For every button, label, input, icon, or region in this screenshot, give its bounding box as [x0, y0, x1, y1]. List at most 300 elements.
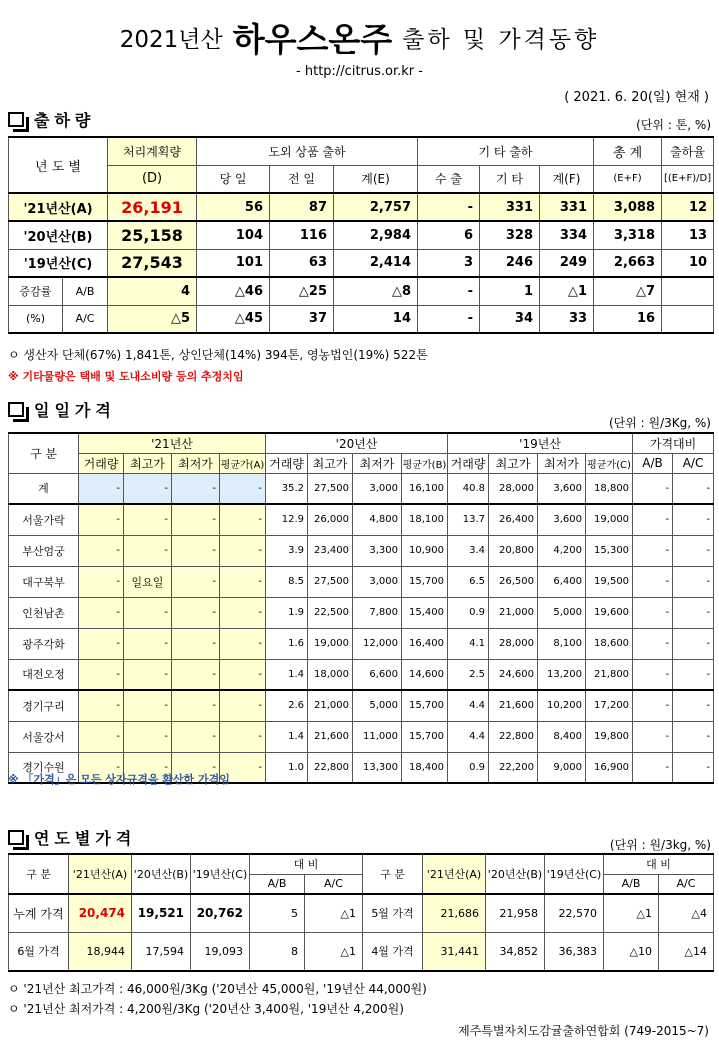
market-name: 광주각화 — [9, 628, 79, 659]
c-avg: 19,000 — [586, 504, 633, 535]
a-max: - — [124, 659, 172, 690]
c-volume: 0.9 — [448, 752, 489, 783]
rate-value: 12 — [662, 193, 714, 221]
right-ac-value: △14 — [659, 932, 714, 971]
export-value: 6 — [418, 221, 480, 249]
sum-f-value: 331 — [540, 193, 594, 221]
c-avg: 19,600 — [586, 597, 633, 628]
yearly-row-2 — [9, 932, 714, 971]
c-avg: 21,800 — [586, 659, 633, 690]
header-2019: '19년산(C) — [191, 854, 250, 894]
b-min: 7,800 — [353, 597, 402, 628]
b-min: 13,300 — [353, 752, 402, 783]
b-avg: 16,400 — [402, 628, 448, 659]
b-min: 3,300 — [353, 535, 402, 566]
header-2021: '21년산(A) — [423, 854, 486, 894]
yearly-row-1 — [9, 894, 714, 932]
today-value: 104 — [197, 221, 270, 249]
shipment-note-estimate: ※ 기타물량은 택배 및 도내소비량 등의 추정치임 — [8, 370, 244, 383]
c-max: 22,800 — [489, 721, 538, 752]
export-change: - — [418, 277, 480, 305]
a-avg: - — [220, 504, 266, 535]
change-code: A/B — [63, 277, 108, 305]
b-volume: 1.4 — [266, 659, 308, 690]
total-change: 16 — [594, 305, 662, 333]
ab-ratio: - — [633, 690, 673, 721]
a-min: - — [172, 535, 220, 566]
yearly-note-max: ㅇ '21년산 최고가격 : 46,000원/3Kg ('20년산 45,000원, '19년산 44,000원) — [8, 982, 427, 996]
right-c-value: 22,570 — [545, 894, 604, 932]
yearly-section-title: 연도별가격 — [34, 829, 137, 848]
c-volume: 13.7 — [448, 504, 489, 535]
header-ac: A/C — [673, 453, 714, 473]
a-max: - — [124, 473, 172, 504]
header-max: 최고가 — [489, 453, 538, 473]
market-name: 부산엄궁 — [9, 535, 79, 566]
left-ab-value: 8 — [250, 932, 305, 971]
right-row-name: 4월 가격 — [363, 932, 423, 971]
rate-change — [662, 305, 714, 333]
c-max: 28,000 — [489, 473, 538, 504]
title-product: 하우스온주 — [232, 20, 393, 59]
shipment-note-producers: ㅇ 생산자 단체(67%) 1,841톤, 상인단체(14%) 394톤, 영농법인(19%) 522톤 — [8, 348, 428, 362]
ac-ratio: - — [673, 659, 714, 690]
header-min: 최저가 — [172, 453, 220, 473]
b-volume: 35.2 — [266, 473, 308, 504]
daily-unit: (단위 : 원/3Kg, %) — [608, 416, 711, 430]
left-ac-value: △1 — [305, 894, 363, 932]
sum-e-change: △8 — [334, 277, 418, 305]
plan-change: △5 — [108, 305, 197, 333]
rate-change — [662, 277, 714, 305]
daily-row — [9, 504, 714, 535]
left-ac-value: △1 — [305, 932, 363, 971]
left-a-value: 18,944 — [69, 932, 132, 971]
yearly-section-header — [8, 826, 136, 849]
today-value: 101 — [197, 249, 270, 277]
c-volume: 2.5 — [448, 659, 489, 690]
header-ab: A/B — [604, 874, 659, 894]
a-max: - — [124, 690, 172, 721]
etc-value: 246 — [480, 249, 540, 277]
b-avg: 15,700 — [402, 566, 448, 597]
b-volume: 1.9 — [266, 597, 308, 628]
daily-row — [9, 721, 714, 752]
plan-value: 25,158 — [108, 221, 197, 249]
b-avg: 18,100 — [402, 504, 448, 535]
a-max: - — [124, 721, 172, 752]
c-avg: 18,800 — [586, 473, 633, 504]
header-total-code: (E+F) — [594, 165, 662, 193]
b-min: 11,000 — [353, 721, 402, 752]
header-gubun: 구 분 — [9, 854, 69, 894]
etc-change: 34 — [480, 305, 540, 333]
source-url[interactable]: - http://citrus.or.kr - — [296, 64, 423, 79]
b-max: 22,500 — [308, 597, 353, 628]
c-min: 3,600 — [538, 504, 586, 535]
header-2019: '19년산 — [448, 433, 633, 453]
ac-ratio: - — [673, 566, 714, 597]
prev-change: △25 — [270, 277, 334, 305]
market-name: 대구북부 — [9, 566, 79, 597]
b-max: 18,000 — [308, 659, 353, 690]
b-volume: 2.6 — [266, 690, 308, 721]
a-max: - — [124, 752, 172, 783]
ac-ratio: - — [673, 628, 714, 659]
a-max: - — [124, 597, 172, 628]
shipment-row-2021 — [9, 193, 714, 221]
header-domestic: 도외 상품 출하 — [197, 137, 418, 165]
c-volume: 4.1 — [448, 628, 489, 659]
b-volume: 3.9 — [266, 535, 308, 566]
daily-row — [9, 690, 714, 721]
c-volume: 3.4 — [448, 535, 489, 566]
b-max: 23,400 — [308, 535, 353, 566]
a-min: - — [172, 504, 220, 535]
yearly-note-min: ㅇ '21년산 최저가격 : 4,200원/3Kg ('20년산 3,400원, '19년산 4,200원) — [8, 1002, 404, 1016]
market-name: 서울가락 — [9, 504, 79, 535]
left-row-name: 누계 가격 — [9, 894, 69, 932]
c-max: 21,600 — [489, 690, 538, 721]
c-volume: 4.4 — [448, 721, 489, 752]
today-change: △45 — [197, 305, 270, 333]
shipment-row-2019 — [9, 249, 714, 277]
header-max: 최고가 — [124, 453, 172, 473]
header-rate: 출하율 — [662, 137, 714, 165]
etc-value: 328 — [480, 221, 540, 249]
daily-price-table — [8, 432, 714, 784]
b-max: 21,600 — [308, 721, 353, 752]
c-volume: 4.4 — [448, 690, 489, 721]
header-export: 수 출 — [418, 165, 480, 193]
shipment-unit: (단위 : 톤, %) — [636, 118, 711, 132]
c-avg: 19,800 — [586, 721, 633, 752]
document-title — [0, 14, 719, 61]
shipment-change-row-ac — [9, 305, 714, 333]
row-label: '21년산(A) — [9, 193, 108, 221]
today-value: 56 — [197, 193, 270, 221]
ab-ratio: - — [633, 535, 673, 566]
sum-e-value: 2,757 — [334, 193, 418, 221]
c-avg: 18,600 — [586, 628, 633, 659]
market-name: 경기수원 — [9, 752, 79, 783]
pct-label: (%) — [9, 305, 63, 333]
a-volume: - — [79, 659, 124, 690]
ab-ratio: - — [633, 597, 673, 628]
a-volume: - — [79, 504, 124, 535]
header-ac: A/C — [659, 874, 714, 894]
a-volume: - — [79, 597, 124, 628]
header-2020: '20년산(B) — [132, 854, 191, 894]
b-volume: 1.4 — [266, 721, 308, 752]
c-min: 6,400 — [538, 566, 586, 597]
sum-f-value: 249 — [540, 249, 594, 277]
header-min: 최저가 — [353, 453, 402, 473]
sum-e-value: 2,414 — [334, 249, 418, 277]
plan-value: 27,543 — [108, 249, 197, 277]
c-max: 20,800 — [489, 535, 538, 566]
daily-row — [9, 659, 714, 690]
a-min: - — [172, 597, 220, 628]
c-max: 28,000 — [489, 628, 538, 659]
right-a-value: 31,441 — [423, 932, 486, 971]
market-name: 대전오정 — [9, 659, 79, 690]
header-compare: 대 비 — [604, 854, 714, 874]
prev-change: 37 — [270, 305, 334, 333]
c-max: 26,500 — [489, 566, 538, 597]
a-min: - — [172, 690, 220, 721]
a-avg: - — [220, 721, 266, 752]
checkbox-bullet-icon — [8, 402, 24, 417]
header-gubun: 구 분 — [363, 854, 423, 894]
rate-value: 13 — [662, 221, 714, 249]
header-min: 최저가 — [538, 453, 586, 473]
checkbox-bullet-icon — [8, 112, 24, 127]
header-2021: '21년산 — [79, 433, 266, 453]
b-volume: 8.5 — [266, 566, 308, 597]
header-max: 최고가 — [308, 453, 353, 473]
b-max: 27,500 — [308, 566, 353, 597]
daily-section-header — [8, 398, 116, 421]
header-plan-code: (D) — [108, 165, 197, 193]
b-min: 5,000 — [353, 690, 402, 721]
daily-row — [9, 597, 714, 628]
yearly-price-table — [8, 853, 714, 972]
title-year: 2021년산 — [119, 27, 223, 53]
sum-f-change: 33 — [540, 305, 594, 333]
change-code: A/C — [63, 305, 108, 333]
header-ab: A/B — [250, 874, 305, 894]
plan-value: 26,191 — [108, 193, 197, 221]
header-sum-f: 계(F) — [540, 165, 594, 193]
a-min: - — [172, 473, 220, 504]
c-volume: 40.8 — [448, 473, 489, 504]
header-ac: A/C — [305, 874, 363, 894]
b-avg: 18,400 — [402, 752, 448, 783]
header-2021: '21년산(A) — [69, 854, 132, 894]
a-max: - — [124, 628, 172, 659]
c-max: 26,400 — [489, 504, 538, 535]
header-rate-code: [(E+F)/D] — [662, 165, 714, 193]
left-b-value: 17,594 — [132, 932, 191, 971]
a-max: - — [124, 535, 172, 566]
total-value: 2,663 — [594, 249, 662, 277]
etc-change: 1 — [480, 277, 540, 305]
b-min: 4,800 — [353, 504, 402, 535]
c-max: 22,200 — [489, 752, 538, 783]
b-min: 3,000 — [353, 566, 402, 597]
left-b-value: 19,521 — [132, 894, 191, 932]
c-min: 5,000 — [538, 597, 586, 628]
header-2020: '20년산 — [266, 433, 448, 453]
c-min: 8,100 — [538, 628, 586, 659]
a-volume: - — [79, 721, 124, 752]
header-2020: '20년산(B) — [486, 854, 545, 894]
today-change: △46 — [197, 277, 270, 305]
ab-ratio: - — [633, 659, 673, 690]
ac-ratio: - — [673, 504, 714, 535]
left-ab-value: 5 — [250, 894, 305, 932]
header-total: 총 계 — [594, 137, 662, 165]
market-name: 경기구리 — [9, 690, 79, 721]
c-max: 21,000 — [489, 597, 538, 628]
header-other: 기 타 출하 — [418, 137, 594, 165]
left-c-value: 19,093 — [191, 932, 250, 971]
a-volume: - — [79, 628, 124, 659]
left-row-name: 6월 가격 — [9, 932, 69, 971]
a-max: 일요일 — [124, 566, 172, 597]
sum-f-value: 334 — [540, 221, 594, 249]
sum-e-value: 2,984 — [334, 221, 418, 249]
a-avg: - — [220, 752, 266, 783]
shipment-row-2020 — [9, 221, 714, 249]
ab-ratio: - — [633, 752, 673, 783]
a-avg: - — [220, 659, 266, 690]
ab-ratio: - — [633, 566, 673, 597]
a-avg: - — [220, 566, 266, 597]
b-max: 26,000 — [308, 504, 353, 535]
market-name: 서울강서 — [9, 721, 79, 752]
daily-row — [9, 628, 714, 659]
yearly-unit: (단위 : 원/3kg, %) — [609, 838, 711, 852]
a-volume: - — [79, 473, 124, 504]
header-etc: 기 타 — [480, 165, 540, 193]
shipment-section-header — [8, 108, 95, 131]
plan-change: 4 — [108, 277, 197, 305]
ac-ratio: - — [673, 721, 714, 752]
header-avg-a: 평균가(A) — [220, 453, 266, 473]
ac-ratio: - — [673, 535, 714, 566]
ac-ratio: - — [673, 690, 714, 721]
a-volume: - — [79, 752, 124, 783]
ab-ratio: - — [633, 504, 673, 535]
c-min: 4,200 — [538, 535, 586, 566]
right-ab-value: △10 — [604, 932, 659, 971]
b-avg: 14,600 — [402, 659, 448, 690]
b-max: 22,800 — [308, 752, 353, 783]
market-name: 인천남촌 — [9, 597, 79, 628]
c-avg: 15,300 — [586, 535, 633, 566]
export-change: - — [418, 305, 480, 333]
a-avg: - — [220, 535, 266, 566]
a-min: - — [172, 721, 220, 752]
row-label: '20년산(B) — [9, 221, 108, 249]
b-max: 19,000 — [308, 628, 353, 659]
b-avg: 10,900 — [402, 535, 448, 566]
total-change: △7 — [594, 277, 662, 305]
as-of-date: ( 2021. 6. 20(일) 현재 ) — [564, 90, 709, 105]
c-min: 13,200 — [538, 659, 586, 690]
c-max: 24,600 — [489, 659, 538, 690]
change-label: 증감률 — [9, 277, 63, 305]
b-avg: 15,700 — [402, 690, 448, 721]
total-value: 3,088 — [594, 193, 662, 221]
ac-ratio: - — [673, 597, 714, 628]
a-volume: - — [79, 535, 124, 566]
header-sum-e: 계(E) — [334, 165, 418, 193]
b-avg: 15,400 — [402, 597, 448, 628]
b-volume: 1.0 — [266, 752, 308, 783]
c-min: 10,200 — [538, 690, 586, 721]
row-label: '19년산(C) — [9, 249, 108, 277]
header-volume: 거래량 — [79, 453, 124, 473]
header-gubun: 구 분 — [9, 433, 79, 473]
ac-ratio: - — [673, 473, 714, 504]
c-min: 3,600 — [538, 473, 586, 504]
export-value: 3 — [418, 249, 480, 277]
header-prev: 전 일 — [270, 165, 334, 193]
right-ab-value: △1 — [604, 894, 659, 932]
header-volume: 거래량 — [448, 453, 489, 473]
ac-ratio: - — [673, 752, 714, 783]
left-a-value: 20,474 — [69, 894, 132, 932]
export-value: - — [418, 193, 480, 221]
c-avg: 16,900 — [586, 752, 633, 783]
header-avg-c: 평균가(C) — [586, 453, 633, 473]
header-year: 년 도 별 — [9, 137, 108, 193]
b-max: 27,500 — [308, 473, 353, 504]
daily-row — [9, 535, 714, 566]
right-a-value: 21,686 — [423, 894, 486, 932]
prev-value: 116 — [270, 221, 334, 249]
ab-ratio: - — [633, 628, 673, 659]
title-subject: 출하 및 가격동향 — [402, 27, 600, 53]
daily-section-title: 일일가격 — [34, 401, 116, 420]
daily-row — [9, 473, 714, 504]
b-min: 3,000 — [353, 473, 402, 504]
ab-ratio: - — [633, 473, 673, 504]
a-avg: - — [220, 628, 266, 659]
shipment-section-title: 출하량 — [34, 111, 96, 130]
c-volume: 0.9 — [448, 597, 489, 628]
total-value: 3,318 — [594, 221, 662, 249]
etc-value: 331 — [480, 193, 540, 221]
header-plan: 처리계획량 — [108, 137, 197, 165]
a-min: - — [172, 566, 220, 597]
right-c-value: 36,383 — [545, 932, 604, 971]
header-compare: 가격대비 — [633, 433, 714, 453]
b-volume: 1.6 — [266, 628, 308, 659]
header-today: 당 일 — [197, 165, 270, 193]
header-2019: '19년산(C) — [545, 854, 604, 894]
a-min: - — [172, 628, 220, 659]
checkbox-bullet-icon — [8, 830, 24, 845]
header-volume: 거래량 — [266, 453, 308, 473]
a-avg: - — [220, 597, 266, 628]
c-avg: 19,500 — [586, 566, 633, 597]
daily-row — [9, 566, 714, 597]
b-min: 6,600 — [353, 659, 402, 690]
header-compare: 대 비 — [250, 854, 363, 874]
prev-value: 87 — [270, 193, 334, 221]
a-volume: - — [79, 690, 124, 721]
prev-value: 63 — [270, 249, 334, 277]
right-b-value: 21,958 — [486, 894, 545, 932]
shipment-table — [8, 136, 714, 334]
a-max: - — [124, 504, 172, 535]
left-c-value: 20,762 — [191, 894, 250, 932]
daily-note: ※ 「가격」은 모든 상자규격을 환산한 가격임 — [8, 773, 230, 786]
header-avg-b: 평균가(B) — [402, 453, 448, 473]
sum-e-change: 14 — [334, 305, 418, 333]
header-ab: A/B — [633, 453, 673, 473]
rate-value: 10 — [662, 249, 714, 277]
footer-organization: 제주특별자치도감귤출하연합회 (749-2015~7) — [458, 1024, 709, 1038]
c-min: 9,000 — [538, 752, 586, 783]
b-avg: 16,100 — [402, 473, 448, 504]
a-avg: - — [220, 690, 266, 721]
b-volume: 12.9 — [266, 504, 308, 535]
